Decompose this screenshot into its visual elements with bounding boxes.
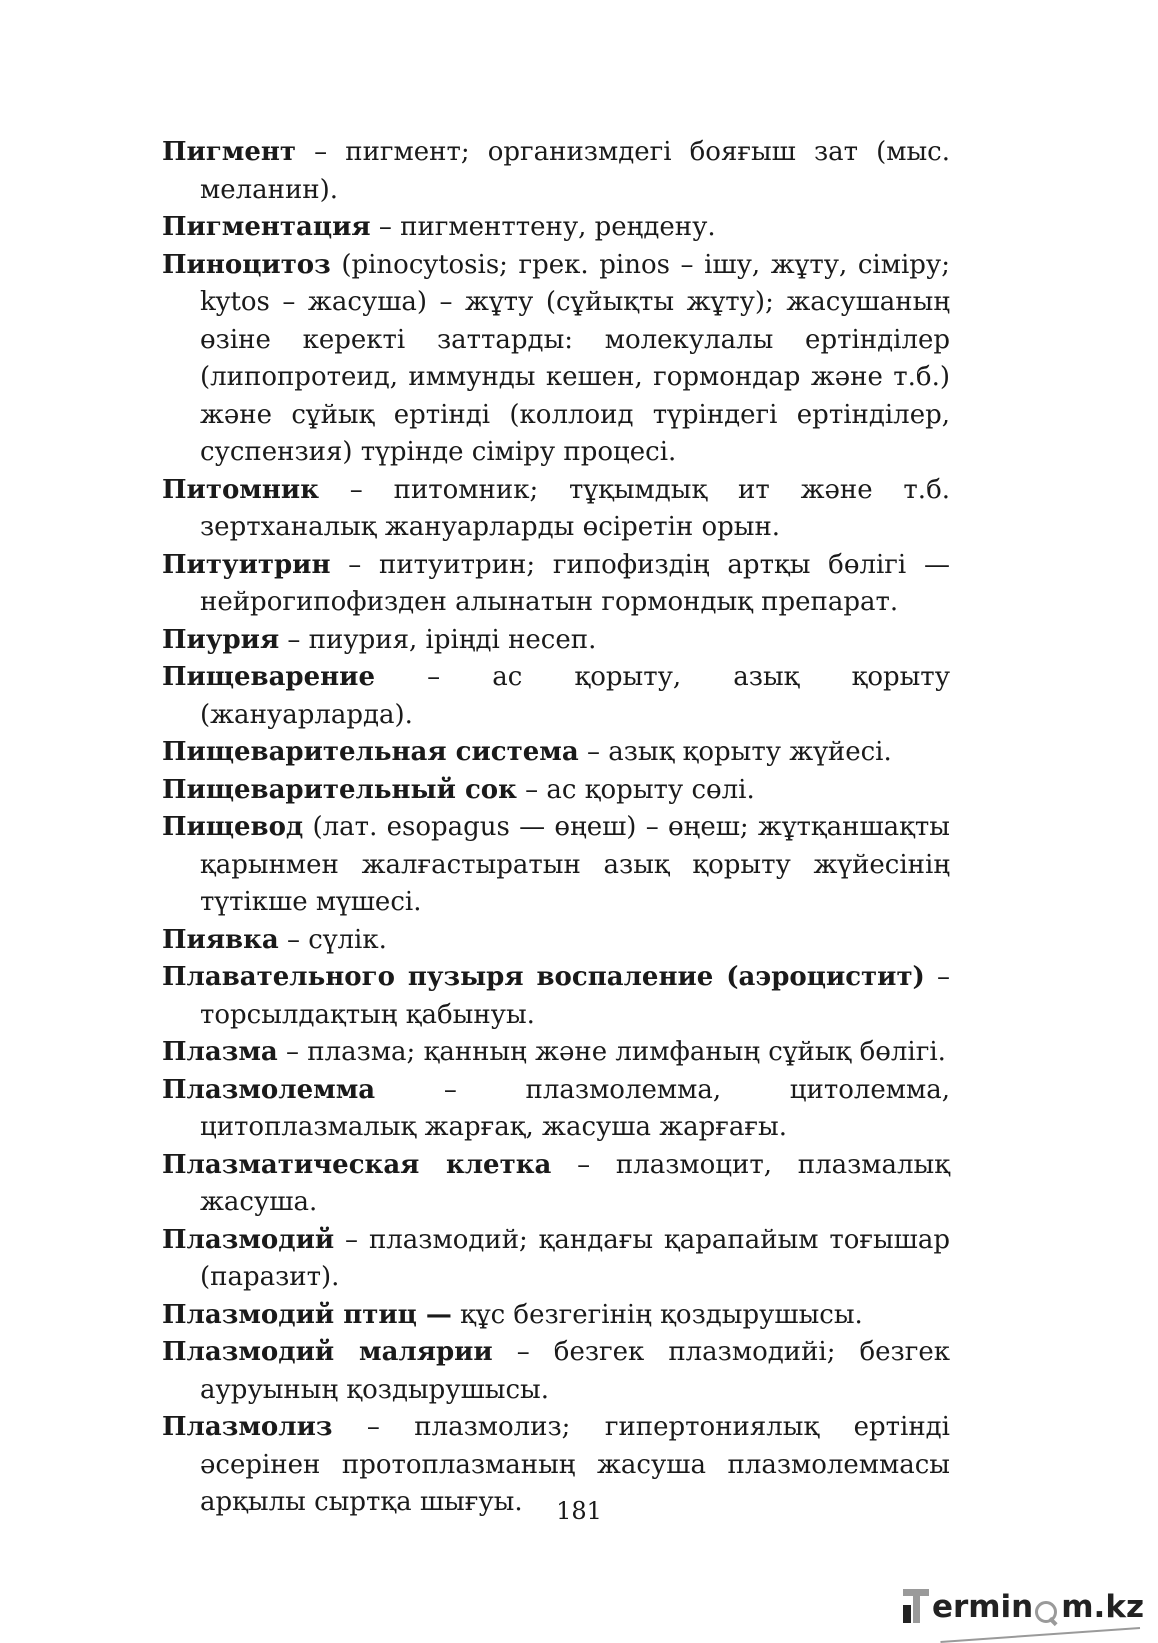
dictionary-page xyxy=(162,134,950,1522)
entry-plazmolemma xyxy=(162,1072,950,1147)
entry-term: Пищевод xyxy=(162,812,304,842)
t-logo-icon xyxy=(901,1585,931,1625)
magnifier-icon xyxy=(1034,1595,1060,1625)
entry-definition: – пиурия, іріңді несеп. xyxy=(279,624,597,655)
entry-definition: – плазмолемма, цитолемма, цитоплазмалық жарғақ, жасуша жарғағы. xyxy=(200,1074,950,1142)
entry-term: Плазма xyxy=(162,1037,278,1067)
entry-pishchevod xyxy=(162,809,950,922)
entry-piuriya xyxy=(162,622,950,660)
entry-term: Пиноцитоз xyxy=(162,249,331,280)
entry-term: Плазматическая клетка xyxy=(162,1149,552,1180)
page-number: 181 xyxy=(556,1497,602,1525)
entry-pishchevarenie xyxy=(162,659,950,734)
entry-term: Плазмодий малярии xyxy=(162,1337,493,1367)
entry-pinotsitoz xyxy=(162,247,950,472)
entry-term: Питуитрин xyxy=(162,549,331,580)
entry-plazmodii xyxy=(162,1222,950,1297)
entry-pituitrin xyxy=(162,547,950,622)
entry-plazmaticheskaya-kletka xyxy=(162,1147,950,1222)
entry-definition: – плазмолиз; гипертониялық ертінді әсерінен протоплазманың жасуша плазмолеммасы арқылы сыртқа шығуы. xyxy=(200,1412,950,1517)
entry-definition: – азық қорыту жүйесі. xyxy=(578,737,892,767)
entry-pishchevaritelnaya-sistema xyxy=(162,734,950,772)
entry-definition: – торсылдақтың қабынуы. xyxy=(200,962,951,1030)
terminkom-watermark xyxy=(901,1581,1144,1625)
entry-term: Пищеварительный сок xyxy=(162,774,517,805)
watermark-underline xyxy=(940,1627,1140,1643)
entry-plazma xyxy=(162,1034,950,1072)
watermark-prefix: ermin xyxy=(931,1589,1034,1625)
entry-definition: – питомник; тұқымдық ит және т.б. зертханалық жануарларды өсіретін орын. xyxy=(200,474,950,542)
entry-plazmodii-ptits xyxy=(162,1297,950,1335)
entry-definition: құс безгегінің қоздырушысы. xyxy=(451,1299,863,1330)
entry-definition: (лат. esopagus — өңеш) – өңеш; жұтқаншақты қарынмен жалғастыратын азық қорыту жүйесінің түтікше мүшесі. xyxy=(200,812,950,917)
entry-term: Плазмодий птиц — xyxy=(162,1299,452,1330)
entry-definition: – ас қорыту сөлі. xyxy=(516,774,755,805)
entry-term: Плазмодий xyxy=(162,1224,335,1255)
entry-plazmodii-malyarii xyxy=(162,1334,950,1409)
entry-pigment xyxy=(162,134,950,209)
entry-definition: – ас қорыту, азық қорыту (жануарларда). xyxy=(200,662,950,730)
entry-term: Пищеварение xyxy=(162,662,376,692)
entry-term: Плавательного пузыря воспаление (аэроцистит) xyxy=(162,962,925,992)
entry-term: Плазмолиз xyxy=(162,1412,333,1442)
entry-definition: – пигменттену, реңдену. xyxy=(370,212,716,242)
entry-definition: – пигмент; организмдегі бояғыш зат (мыс. меланин). xyxy=(200,137,950,205)
entry-definition: – плазмоцит, плазмалық жасуша. xyxy=(200,1149,950,1217)
entry-definition: – сүлік. xyxy=(278,924,387,955)
entry-definition: – плазма; қанның және лимфаның сұйық бөлігі. xyxy=(277,1037,946,1067)
entry-term: Пиурия xyxy=(162,624,280,655)
entry-definition: – питуитрин; гипофиздің артқы бөлігі — нейрогипофизден алынатын гормондық препарат. xyxy=(200,549,950,617)
watermark-suffix: m.kz xyxy=(1061,1589,1144,1625)
entry-definition: – безгек плазмодийі; безгек ауруының қоздырушысы. xyxy=(200,1337,950,1405)
entry-pishchevaritelnyi-sok xyxy=(162,772,950,810)
entry-term: Плазмолемма xyxy=(162,1074,376,1105)
entry-pitomnik xyxy=(162,472,950,547)
entry-term: Питомник xyxy=(162,474,319,505)
entry-definition: (pinocytosis; грек. pinos – ішу, жұту, сіміру; kytos – жасуша) – жұту (сұйықты жұту); жасушаның өзіне керекті заттарды: молекулалы ертінділер (липопротеид, иммунды кешен, гормондар және т.б.) және сұйық ертінді (коллоид түріндегі ертінділер, суспензия) түрінде сіміру процесі. xyxy=(200,249,950,467)
entry-piyavka xyxy=(162,922,950,960)
entry-term: Пигментация xyxy=(162,212,371,242)
entry-plavatelnogo-puzyrya xyxy=(162,959,950,1034)
entry-definition: – плазмодий; қандағы қарапайым тоғышар (паразит). xyxy=(200,1224,950,1292)
entry-pigmentatsiya xyxy=(162,209,950,247)
entry-term: Пигмент xyxy=(162,137,297,167)
entry-term: Пиявка xyxy=(162,924,279,955)
entry-term: Пищеварительная система xyxy=(162,737,579,767)
